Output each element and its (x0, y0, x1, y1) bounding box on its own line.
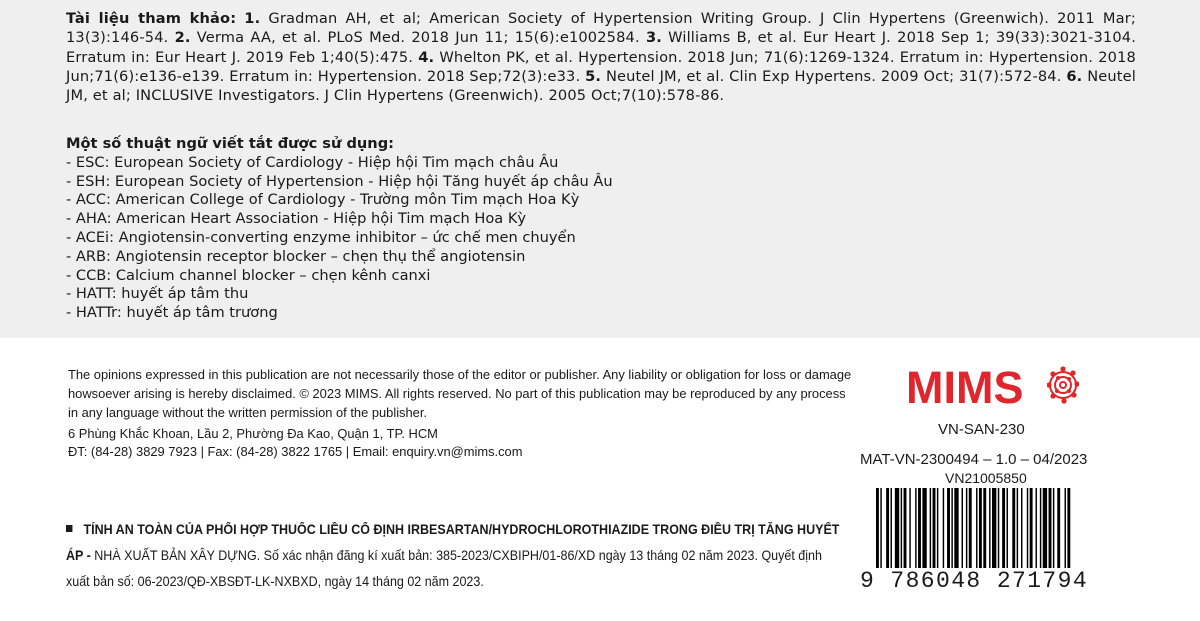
material-code: MAT-VN-2300494 – 1.0 – 04/2023 (860, 451, 1088, 468)
reference-text: Neutel JM, et al; INCLUSIVE Investigators. J Clin Hypertens (Greenwich). 2005 Oct;7(10):578-86. (66, 67, 1136, 105)
legal-disclaimer: The opinions expressed in this publication are not necessarily those of the editor or publisher. Any liability or obligation for loss or damage howsoever arising is hereby disclaimed. © 2023 MIMS. All rights reserved. No part of this publication may be reproduced by any process in any language without the written permission of the publisher. (68, 367, 852, 420)
abbreviation-item: - HATTr: huyết áp tâm trương (66, 304, 278, 322)
barcode-digits: 9 786048 271794 (858, 568, 1138, 594)
publication-info (66, 517, 846, 595)
abbreviation-item: - ESH: European Society of Hypertension - Hiệp hội Tăng huyết áp châu Âu (66, 172, 613, 190)
reference-text: Whelton PK, et al. Hypertension. 2018 Jun; 71(6):1269-1324. Erratum in: Hypertension. 2018 Jun;71(6):e136-e139. Erratum in: Hypertension. 2018 Sep;72(3):e33. (66, 48, 1136, 85)
abbreviation-item: - ESC: European Society of Cardiology - Hiệp hội Tim mạch châu Âu (66, 153, 559, 171)
abbreviation-item: - ACEi: Angiotensin-converting enzyme inhibitor – ức chế men chuyển (66, 228, 576, 246)
isbn-barcode (858, 488, 1138, 598)
registration-code: VN21005850 (945, 470, 1027, 486)
references-label: Tài liệu tham khảo: (66, 10, 237, 27)
reference-number: 2. (174, 29, 191, 47)
logo-wordmark: MIMS (906, 362, 1024, 413)
references-text (66, 9, 1136, 105)
abbreviation-item: - AHA: American Heart Association - Hiệp hội Tim mạch Hoa Kỳ (66, 210, 527, 228)
phone-fax-email-line: ĐT: (84-28) 3829 7923 | Fax: (84-28) 3822 1765 | Email: enquiry.vn@mims.com (68, 443, 523, 459)
reference-number: 1. (244, 10, 261, 27)
square-bullet-icon (66, 525, 72, 532)
reference-number: 4. (418, 48, 435, 66)
reference-number: 6. (1066, 67, 1083, 85)
publication-title: TÍNH AN TOÀN CỦA PHỐI HỢP THUỐC LIỀU CỐ ĐỊNH IRBESARTAN/HYDROCHLOROTHIAZIDE TRONG ĐIỀU TRỊ TĂNG HUYẾT ÁP - (66, 522, 840, 563)
reference-text: Verma AA, et al. PLoS Med. 2018 Jun 11; 15(6):e1002584. (190, 29, 646, 47)
document-code: VN-SAN-230 (938, 421, 1025, 438)
contact-address (68, 425, 768, 460)
abbreviation-item: - ARB: Angiotensin receptor blocker – chẹn thụ thể angiotensin (66, 247, 526, 265)
abbreviation-item: - ACC: American College of Cardiology - Trường môn Tim mạch Hoa Kỳ (66, 191, 580, 209)
reference-text: Williams B, et al. Eur Heart J. 2018 Sep 1; 39(33):3021-3104. Erratum in: Eur Heart J. 2019 Feb 1;40(5):475. (66, 29, 1136, 66)
reference-text: Neutel JM, et al. Clin Exp Hypertens. 2009 Oct; 31(7):572-84. (601, 67, 1067, 85)
reference-number: 3. (645, 29, 662, 47)
abbreviations-list (66, 135, 966, 323)
address-line: 6 Phùng Khắc Khoan, Lầu 2, Phường Đa Kao, Quận 1, TP. HCM (68, 426, 438, 441)
publication-details: NHÀ XUẤT BẢN XÂY DỰNG. Số xác nhận đăng kí xuất bản: 385-2023/CXBIPH/01-86/XD ngày 13 tháng 02 năm 2023. Quyết định xuất bản số: 06-2023/QĐ-XBSĐT-LK-NXBXD, ngày 14 tháng 02 năm 2023. (66, 548, 822, 589)
isbn-barcode-icon (858, 488, 1138, 580)
mims-logo (906, 360, 1076, 415)
abbreviations-heading: Một số thuật ngữ viết tắt được sử dụng: (66, 135, 394, 152)
reference-text: Gradman AH, et al; American Society of Hypertension Writing Group. J Clin Hypertens (Greenwich). 2011 Mar; 13(3):146-54. (66, 10, 1136, 47)
abbreviation-item: - HATT: huyết áp tâm thu (66, 285, 249, 303)
reference-number: 5. (585, 67, 602, 85)
mims-dotted-sphere-icon (1047, 360, 1079, 414)
abbreviation-item: - CCB: Calcium channel blocker – chẹn kênh canxi (66, 266, 431, 284)
